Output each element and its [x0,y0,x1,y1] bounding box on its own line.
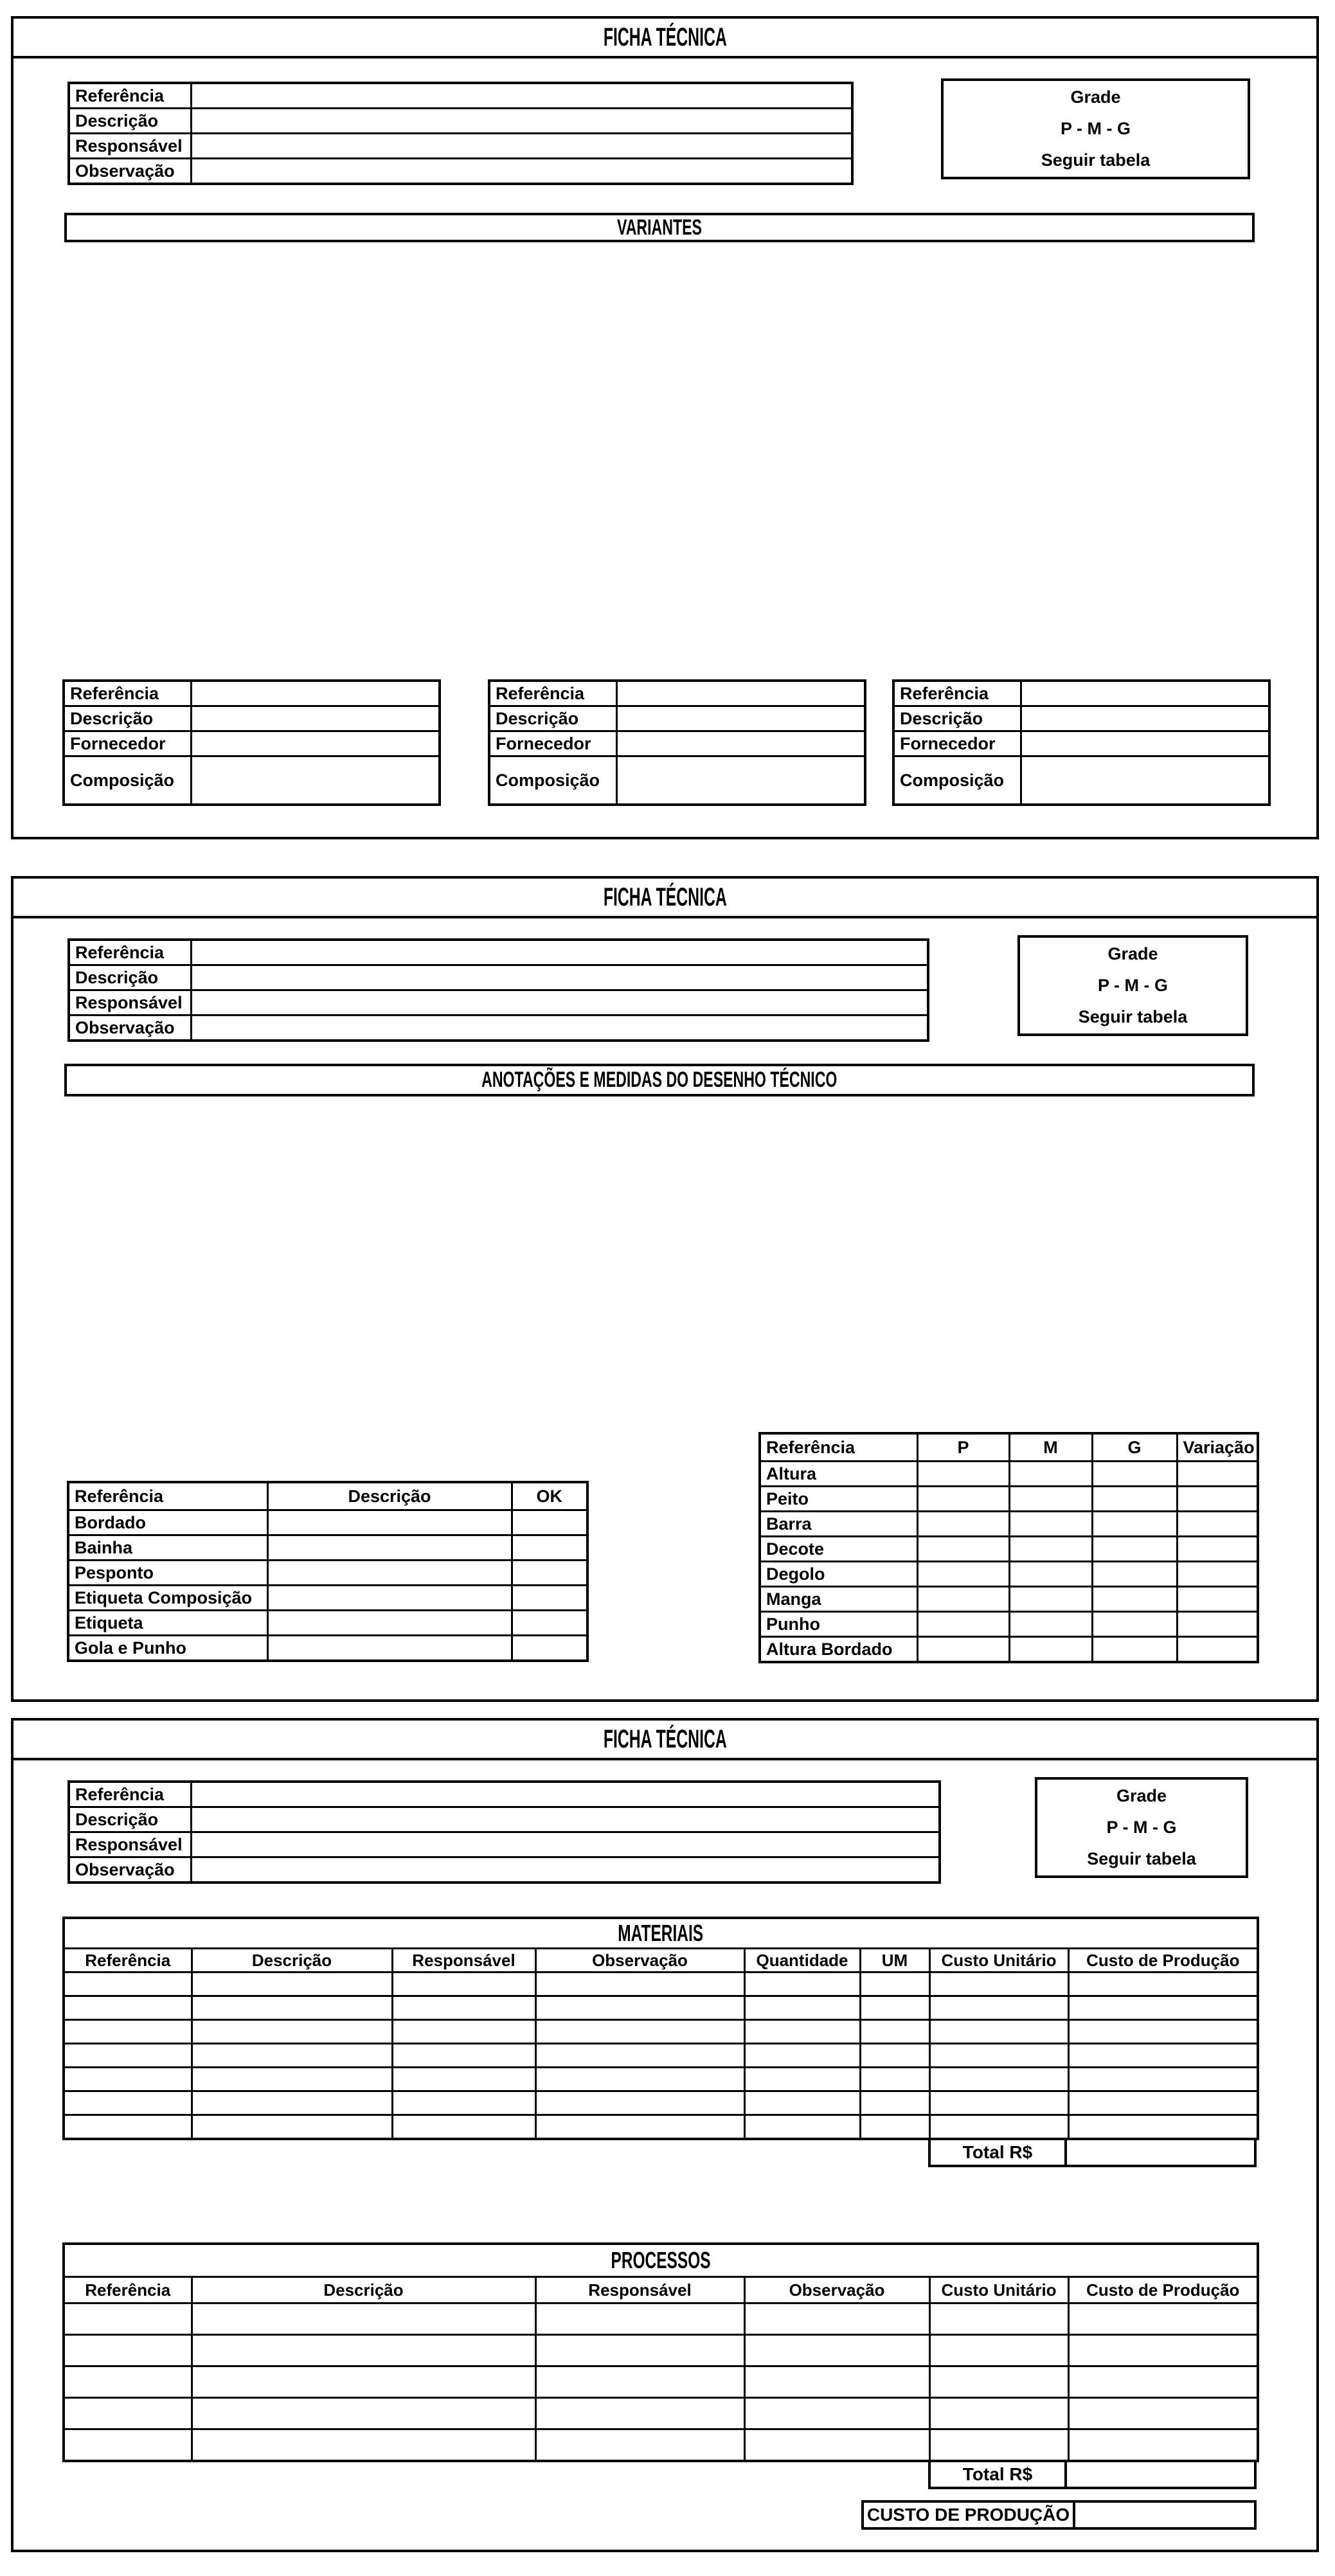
checklist-desc-cell[interactable] [267,1535,512,1561]
grade-title: Grade [1107,944,1158,963]
materials-cell[interactable] [929,2115,1068,2140]
materials-cell[interactable] [744,2020,860,2044]
materials-col-um: UM [860,1949,929,1972]
processes-total-label: Total R$ [928,2460,1067,2489]
grade-box-1 [941,78,1250,179]
variant-label-referencia: Referência [64,681,191,706]
materials-col-observacao: Observação [535,1949,744,1972]
measures-col-referencia: Referência [760,1433,917,1462]
measure-p-cell[interactable] [917,1487,1009,1512]
checklist-col-ok: OK [512,1482,587,1510]
materials-cell[interactable] [860,2044,929,2068]
info-label-responsavel: Responsável [69,990,191,1015]
variant-label-descricao: Descrição [64,706,191,731]
materials-cell[interactable] [860,2068,929,2091]
materials-cell[interactable] [929,2068,1068,2091]
grade-note: Seguir tabela [1041,150,1151,170]
checklist-desc-cell[interactable] [267,1636,512,1661]
measure-g-cell[interactable] [1092,1512,1177,1537]
materials-total-row [928,2138,1257,2167]
materials-cell[interactable] [192,1996,392,2020]
descricao-field[interactable] [191,109,852,134]
checklist-ok-cell[interactable] [512,1510,587,1535]
materials-cell[interactable] [744,1996,860,2020]
materials-cell[interactable] [192,2115,392,2140]
materials-cell[interactable] [929,1996,1068,2020]
materials-cell[interactable] [535,1972,744,1996]
measure-row-label: Decote [760,1537,917,1562]
processes-col-custo-unitario: Custo Unitário [929,2277,1068,2303]
processes-cell[interactable] [929,2335,1068,2366]
variant-descricao-field[interactable] [1021,706,1269,731]
grade-note: Seguir tabela [1087,1849,1196,1868]
materials-col-custo-unitario: Custo Unitário [929,1949,1068,1972]
variant-label-fornecedor: Fornecedor [489,731,616,756]
materials-cell[interactable] [929,2020,1068,2044]
checklist-ok-cell[interactable] [512,1636,587,1661]
processes-cell[interactable] [192,2303,535,2335]
materials-cell[interactable] [192,1972,392,1996]
responsavel-field[interactable] [191,1832,940,1857]
variant-referencia-field[interactable] [1021,681,1269,706]
measure-p-cell[interactable] [917,1587,1009,1612]
measure-p-cell[interactable] [917,1562,1009,1587]
descricao-field[interactable] [191,965,928,990]
measures-table [758,1432,1259,1663]
materials-header-bar [64,1918,1258,1949]
materials-col-descricao: Descrição [192,1949,392,1972]
variant-referencia-field[interactable] [191,681,440,706]
production-cost-value[interactable] [1075,2500,1257,2530]
materials-cell[interactable] [392,2091,535,2115]
materials-empty-row [64,2091,1258,2115]
info-table-3 [67,1780,941,1884]
measure-var-cell[interactable] [1177,1512,1258,1537]
info-label-descricao: Descrição [69,109,191,134]
measure-row-label: Altura [760,1462,917,1487]
processes-empty-row [64,2398,1258,2429]
info-label-observacao: Observação [69,159,191,184]
measures-col-p: P [917,1433,1009,1462]
materials-cell[interactable] [392,2068,535,2091]
grade-sizes: P - M - G [1060,119,1131,138]
info-label-responsavel: Responsável [69,1832,191,1857]
variant-composicao-field[interactable] [1021,756,1269,805]
processes-cell[interactable] [1068,2398,1258,2429]
measure-m-cell[interactable] [1009,1612,1092,1637]
materials-cell[interactable] [535,2044,744,2068]
materials-cell[interactable] [1068,1996,1258,2020]
materials-col-referencia: Referência [64,1949,192,1972]
materials-cell[interactable] [392,2044,535,2068]
materials-cell[interactable] [64,2020,192,2044]
grade-sizes: P - M - G [1106,1818,1177,1837]
materials-cell[interactable] [1068,2091,1258,2115]
materials-cell[interactable] [1068,2044,1258,2068]
variant-table-2 [488,679,866,806]
variantes-header: VARIANTES [617,215,702,240]
checklist-row-label: Bainha [68,1535,267,1561]
measure-g-cell[interactable] [1092,1537,1177,1562]
materials-cell[interactable] [860,2020,929,2044]
measure-m-cell[interactable] [1009,1587,1092,1612]
referencia-field[interactable] [191,1782,940,1807]
variant-table-3 [892,679,1271,806]
grade-note: Seguir tabela [1078,1007,1188,1026]
measure-var-cell[interactable] [1177,1587,1258,1612]
processes-cell[interactable] [1068,2303,1258,2335]
processes-empty-row [64,2303,1258,2335]
checklist-row-label: Bordado [68,1510,267,1535]
measure-var-cell[interactable] [1177,1612,1258,1637]
variant-fornecedor-field[interactable] [616,731,865,756]
info-label-observacao: Observação [69,1857,191,1883]
measure-var-cell[interactable] [1177,1637,1258,1663]
measure-row-label: Altura Bordado [760,1637,917,1663]
measure-g-cell[interactable] [1092,1487,1177,1512]
measure-m-cell[interactable] [1009,1487,1092,1512]
measure-m-cell[interactable] [1009,1562,1092,1587]
observacao-field[interactable] [191,1015,928,1041]
materials-cell[interactable] [192,2068,392,2091]
measure-var-cell[interactable] [1177,1487,1258,1512]
materials-cell[interactable] [192,2091,392,2115]
processes-cell[interactable] [744,2303,929,2335]
checklist-table [67,1481,589,1662]
measure-g-cell[interactable] [1092,1637,1177,1663]
processes-empty-row [64,2366,1258,2398]
processes-cell[interactable] [929,2398,1068,2429]
variant-label-referencia: Referência [893,681,1021,706]
materials-total-label: Total R$ [928,2138,1067,2167]
responsavel-field[interactable] [191,990,928,1015]
materials-cell[interactable] [392,2020,535,2044]
materials-cell[interactable] [192,2020,392,2044]
anotacoes-header: ANOTAÇÕES E MEDIDAS DO DESENHO TÉCNICO [481,1068,838,1092]
materials-empty-row [64,1972,1258,1996]
checklist-row-label: Pesponto [68,1561,267,1586]
processes-cell[interactable] [1068,2366,1258,2398]
variant-label-referencia: Referência [489,681,616,706]
anotacoes-header-bar [64,1064,1255,1096]
processes-cell[interactable] [192,2429,535,2462]
section2-title-bar [13,879,1316,918]
materials-cell[interactable] [1068,2020,1258,2044]
materials-empty-row [64,2068,1258,2091]
materials-cell[interactable] [64,2115,192,2140]
processes-empty-row [64,2429,1258,2462]
observacao-field[interactable] [191,159,852,184]
info-label-descricao: Descrição [69,1807,191,1832]
processes-cell[interactable] [535,2303,744,2335]
processes-col-responsavel: Responsável [535,2277,744,2303]
processes-cell[interactable] [1068,2429,1258,2462]
checklist-col-referencia: Referência [68,1482,267,1510]
measure-row-label: Degolo [760,1562,917,1587]
measure-var-cell[interactable] [1177,1562,1258,1587]
processes-cell[interactable] [535,2429,744,2462]
measures-col-m: M [1009,1433,1092,1462]
page-title: FICHA TÉCNICA [603,22,727,51]
variantes-header-bar [64,213,1255,242]
variant-label-descricao: Descrição [893,706,1021,731]
processes-cell[interactable] [1068,2335,1258,2366]
variant-label-fornecedor: Fornecedor [893,731,1021,756]
materials-empty-row [64,2044,1258,2068]
production-cost-box [861,2500,1257,2530]
materials-cell[interactable] [744,2091,860,2115]
processes-total-row [928,2460,1257,2489]
processes-cell[interactable] [192,2366,535,2398]
variant-label-descricao: Descrição [489,706,616,731]
processes-empty-row [64,2335,1258,2366]
checklist-desc-cell[interactable] [267,1611,512,1636]
materials-cell[interactable] [860,2091,929,2115]
checklist-row-label: Etiqueta Composição [68,1586,267,1611]
processes-total-value[interactable] [1067,2460,1257,2489]
grade-title: Grade [1070,87,1121,107]
materials-cell[interactable] [535,1996,744,2020]
descricao-field[interactable] [191,1807,940,1832]
materials-cell[interactable] [860,1972,929,1996]
measure-m-cell[interactable] [1009,1637,1092,1663]
variant-label-fornecedor: Fornecedor [64,731,191,756]
grade-title: Grade [1116,1786,1167,1805]
variant-descricao-field[interactable] [616,706,865,731]
checklist-row-label: Gola e Punho [68,1636,267,1661]
processes-cell[interactable] [192,2398,535,2429]
materials-empty-row [64,1996,1258,2020]
checklist-ok-cell[interactable] [512,1535,587,1561]
grade-box-3 [1035,1777,1248,1878]
processes-cell[interactable] [64,2398,192,2429]
materials-cell[interactable] [860,1996,929,2020]
measure-m-cell[interactable] [1009,1512,1092,1537]
processes-cell[interactable] [64,2429,192,2462]
info-label-observacao: Observação [69,1015,191,1041]
materials-cell[interactable] [744,1972,860,1996]
page-title: FICHA TÉCNICA [603,882,727,911]
processes-cell[interactable] [64,2303,192,2335]
measure-p-cell[interactable] [917,1462,1009,1487]
processes-col-referencia: Referência [64,2277,192,2303]
processes-cell[interactable] [744,2366,929,2398]
materials-cell[interactable] [64,2091,192,2115]
processes-cell[interactable] [535,2335,744,2366]
measure-m-cell[interactable] [1009,1462,1092,1487]
processes-cell[interactable] [929,2366,1068,2398]
processes-cell[interactable] [535,2366,744,2398]
checklist-desc-cell[interactable] [267,1561,512,1586]
measures-col-g: G [1092,1433,1177,1462]
materials-empty-row [64,2115,1258,2140]
measure-g-cell[interactable] [1092,1562,1177,1587]
materials-cell[interactable] [744,2044,860,2068]
processes-cell[interactable] [64,2366,192,2398]
measure-p-cell[interactable] [917,1637,1009,1663]
production-cost-label: CUSTO DE PRODUÇÃO [861,2500,1075,2530]
info-table-2 [67,938,929,1042]
materials-cell[interactable] [535,2091,744,2115]
grade-box-2 [1017,935,1248,1036]
checklist-ok-cell[interactable] [512,1611,587,1636]
processes-cell[interactable] [535,2398,744,2429]
processes-cell[interactable] [64,2335,192,2366]
variant-referencia-field[interactable] [616,681,865,706]
processes-col-descricao: Descrição [192,2277,535,2303]
variant-label-composicao: Composição [489,756,616,805]
variant-label-composicao: Composição [893,756,1021,805]
processes-col-custo-producao: Custo de Produção [1068,2277,1258,2303]
variant-composicao-field[interactable] [616,756,865,805]
info-label-referencia: Referência [69,83,191,109]
processes-cell[interactable] [744,2429,929,2462]
materials-cell[interactable] [1068,2115,1258,2140]
section3-title-bar [13,1721,1316,1760]
checklist-ok-cell[interactable] [512,1561,587,1586]
measure-p-cell[interactable] [917,1612,1009,1637]
measure-g-cell[interactable] [1092,1587,1177,1612]
measure-m-cell[interactable] [1009,1537,1092,1562]
materials-cell[interactable] [64,2044,192,2068]
referencia-field[interactable] [191,83,852,109]
materials-cell[interactable] [64,1996,192,2020]
processes-header-bar [64,2244,1258,2277]
materials-table [62,1917,1259,2140]
materials-cell[interactable] [1068,2068,1258,2091]
variant-descricao-field[interactable] [191,706,440,731]
materials-cell[interactable] [64,1972,192,1996]
materials-cell[interactable] [860,2115,929,2140]
referencia-field[interactable] [191,940,928,965]
materials-total-value[interactable] [1067,2138,1257,2167]
materials-col-quantidade: Quantidade [744,1949,860,1972]
materials-cell[interactable] [929,2091,1068,2115]
processes-table [62,2242,1259,2462]
variant-fornecedor-field[interactable] [191,731,440,756]
processes-cell[interactable] [744,2398,929,2429]
materials-col-custo-producao: Custo de Produção [1068,1949,1258,1972]
materials-cell[interactable] [535,2020,744,2044]
checklist-col-descricao: Descrição [267,1482,512,1510]
processes-col-observacao: Observação [744,2277,929,2303]
info-label-descricao: Descrição [69,965,191,990]
info-label-referencia: Referência [69,940,191,965]
measure-p-cell[interactable] [917,1537,1009,1562]
processes-cell[interactable] [929,2429,1068,2462]
materials-header: MATERIAIS [618,1920,704,1946]
materials-empty-row [64,2020,1258,2044]
page-title: FICHA TÉCNICA [603,1724,727,1753]
measure-row-label: Peito [760,1487,917,1512]
variant-table-1 [62,679,441,806]
info-table-1 [67,82,854,185]
materials-cell[interactable] [64,2068,192,2091]
checklist-desc-cell[interactable] [267,1510,512,1535]
materials-cell[interactable] [535,2115,744,2140]
materials-cell[interactable] [929,1972,1068,1996]
observacao-field[interactable] [191,1857,940,1883]
measure-p-cell[interactable] [917,1512,1009,1537]
measure-row-label: Barra [760,1512,917,1537]
materials-cell[interactable] [1068,1972,1258,1996]
processes-cell[interactable] [929,2303,1068,2335]
variant-label-composicao: Composição [64,756,191,805]
measures-col-variacao: Variação [1177,1433,1258,1462]
variant-composicao-field[interactable] [191,756,440,805]
materials-cell[interactable] [392,2115,535,2140]
measure-var-cell[interactable] [1177,1462,1258,1487]
materials-cell[interactable] [192,2044,392,2068]
processes-cell[interactable] [192,2335,535,2366]
materials-cell[interactable] [535,2068,744,2091]
measure-row-label: Manga [760,1587,917,1612]
variant-fornecedor-field[interactable] [1021,731,1269,756]
measure-g-cell[interactable] [1092,1462,1177,1487]
section1-title-bar [13,19,1316,58]
grade-sizes: P - M - G [1097,976,1168,995]
checklist-ok-cell[interactable] [512,1586,587,1611]
materials-cell[interactable] [392,1996,535,2020]
materials-cell[interactable] [929,2044,1068,2068]
info-label-responsavel: Responsável [69,134,191,159]
processes-header: PROCESSOS [611,2247,711,2273]
checklist-desc-cell[interactable] [267,1586,512,1611]
measure-row-label: Punho [760,1612,917,1637]
responsavel-field[interactable] [191,134,852,159]
materials-cell[interactable] [392,1972,535,1996]
checklist-row-label: Etiqueta [68,1611,267,1636]
processes-cell[interactable] [744,2335,929,2366]
measure-var-cell[interactable] [1177,1537,1258,1562]
materials-col-responsavel: Responsável [392,1949,535,1972]
measure-g-cell[interactable] [1092,1612,1177,1637]
materials-cell[interactable] [744,2068,860,2091]
info-label-referencia: Referência [69,1782,191,1807]
materials-cell[interactable] [744,2115,860,2140]
